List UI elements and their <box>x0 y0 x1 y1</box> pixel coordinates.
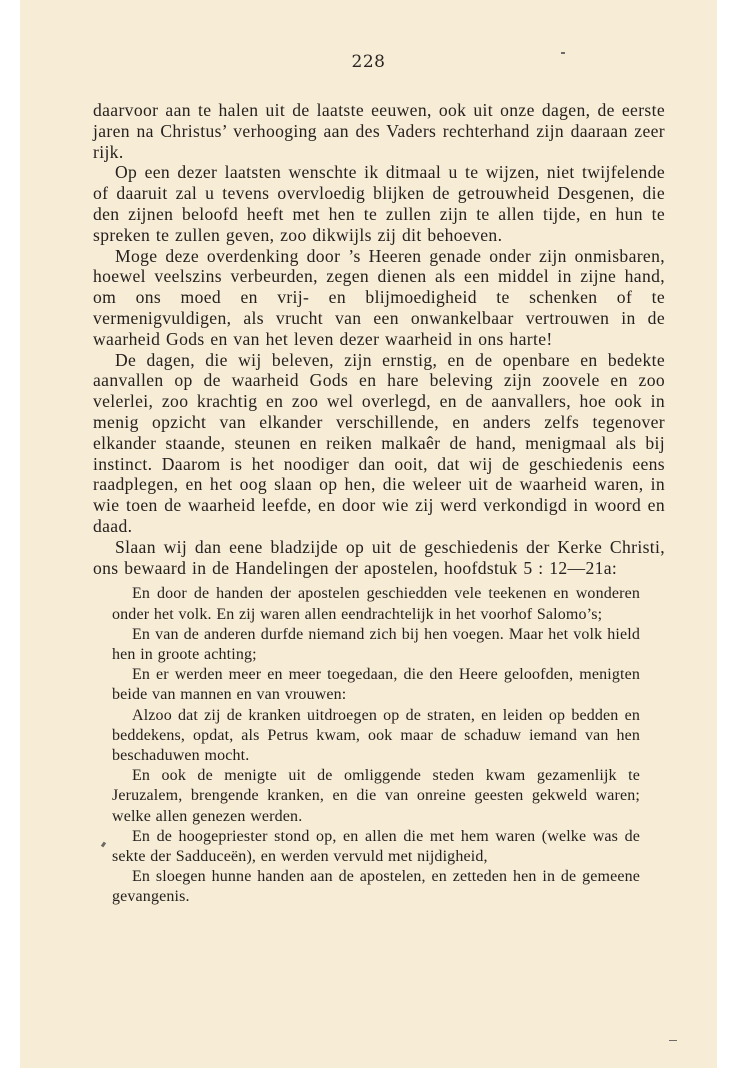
paragraph: De dagen, die wij beleven, zijn ernstig, en de openbare en bedekte aanvallen op de waarheid Gods en hare beleving zijn zoovele en zoo velerlei, zoo krachtig en zoo wel overlegd, en de aanvallers, hoe ook in menig opzicht van elkander verschillende, en anders zelfs tegenover elkander staande, steunen en reiken malkaêr de hand, menigmaal als bij instinct. Daarom is het noodiger dan ooit, dat wij de geschiedenis eens raadplegen, en het oog slaan op hen, die weleer uit de waarheid waren, in wie toen de waarheid leefde, en door wie zij werd verkondigd in woord en daad. <box>93 349 665 536</box>
scan-speck <box>669 1040 677 1041</box>
page-number: 228 <box>351 52 386 72</box>
quote-verse: En de hoogepriester stond op, en allen die met hem waren (welke was de sekte der Sadduceën), en werden vervuld met nijdigheid, <box>112 827 640 865</box>
book-page <box>20 0 717 1068</box>
body-text <box>93 100 665 908</box>
paragraph: Op een dezer laatsten wenschte ik ditmaal u te wijzen, niet twijfelende of daaruit zal u tevens overvloedig blijken de getrouwheid Desgenen, die den zijnen beloofd heeft met hen te zullen zijn te allen tijde, en hun te spreken te zullen geven, zoo dikwijls zij dit behoeven. <box>93 162 665 245</box>
paragraph: Moge deze overdenking door ’s Heeren genade onder zijn onmisbaren, hoewel veelszins verbeurden, zegen dienen als een middel in zijne hand, om ons moed en vrij- en blijmoedigheid te schenken of te vermenigvuldigen, als vrucht van een onwankelbaar vertrouwen in de waarheid Gods en van het leven dezer waarheid in ons harte! <box>93 245 665 349</box>
scripture-quote <box>112 584 640 907</box>
paragraph: daarvoor aan te halen uit de laatste eeuwen, ook uit onze dagen, de eerste jaren na Christus’ verhooging aan des Vaders rechterhand zijn daaraan zeer rijk. <box>93 100 665 162</box>
quote-verse: En van de anderen durfde niemand zich bij hen voegen. Maar het volk hield hen in groote achting; <box>112 625 640 663</box>
scan-speck <box>561 52 565 54</box>
paragraph: Slaan wij dan eene bladzijde op uit de geschiedenis der Kerke Christi, ons bewaard in de Handelingen der apostelen, hoofdstuk 5 : 12—21a: <box>93 536 665 578</box>
quote-verse: En ook de menigte uit de omliggende steden kwam gezamenlijk te Jeruzalem, brengende kranken, en die van onreine geesten gekweld waren; welke allen genezen werden. <box>112 767 640 825</box>
quote-verse: En sloegen hunne handen aan de apostelen, en zetteden hen in de gemeene gevangenis. <box>112 868 640 906</box>
quote-verse: Alzoo dat zij de kranken uitdroegen op de straten, en leiden op bedden en beddekens, opdat, als Petrus kwam, ook maar de schaduw iemand van hen beschaduwen mocht. <box>112 706 640 764</box>
quote-verse: En er werden meer en meer toegedaan, die den Heere geloofden, menigten beide van mannen en van vrouwen: <box>112 666 640 704</box>
quote-verse: En door de handen der apostelen geschiedden vele teekenen en wonderen onder het volk. En zij waren allen eendrachtelijk in het voorhof Salomo’s; <box>112 585 640 623</box>
